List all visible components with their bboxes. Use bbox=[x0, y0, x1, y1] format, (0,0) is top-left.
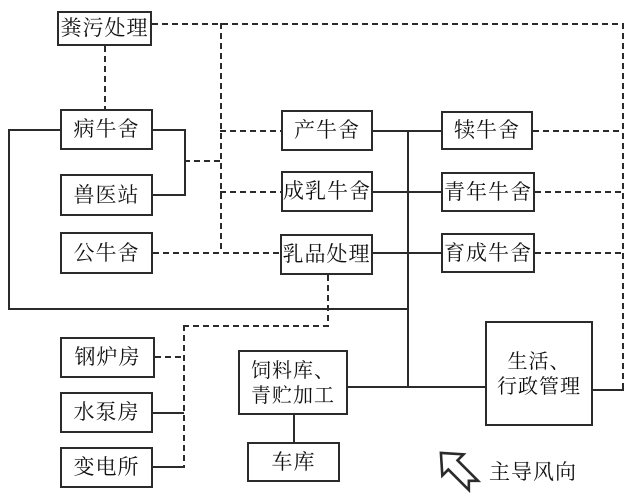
dashed-connector-young-right bbox=[535, 191, 622, 193]
node-label: 兽医站 bbox=[73, 182, 140, 207]
node-water-pump-room bbox=[60, 392, 153, 433]
solid-connector-substation-right bbox=[153, 466, 184, 468]
solid-connector-center-spine bbox=[407, 130, 409, 388]
node-label: 产牛舍 bbox=[294, 118, 360, 143]
solid-connector-vet-right bbox=[153, 194, 184, 196]
node-rearing-cattle-barn bbox=[441, 233, 535, 273]
node-boiler-room bbox=[60, 337, 155, 378]
node-label: 车库 bbox=[271, 449, 316, 474]
dashed-connector-to-milking bbox=[220, 191, 281, 193]
solid-connector-sickbarn-left bbox=[8, 129, 60, 131]
dashed-connector-utility-drop bbox=[183, 325, 185, 468]
dashed-connector-mid-drop bbox=[220, 23, 222, 253]
node-veterinary-station bbox=[60, 174, 153, 216]
node-label-line2: 行政管理 bbox=[497, 373, 581, 398]
node-label: 病牛舍 bbox=[73, 117, 140, 142]
dashed-connector-right-drop bbox=[622, 23, 624, 391]
solid-connector-sickbarn-right bbox=[153, 129, 184, 131]
node-label: 犊牛舍 bbox=[454, 118, 520, 143]
node-label: 粪污处理 bbox=[60, 16, 149, 41]
dashed-connector-boiler-right bbox=[155, 356, 183, 358]
node-label-line1: 生活、 bbox=[507, 348, 571, 373]
solid-connector-left-drop bbox=[8, 129, 10, 310]
dashed-connector-rearing-right bbox=[535, 252, 622, 254]
dashed-connector-bull-dairy bbox=[153, 252, 280, 254]
node-garage bbox=[247, 442, 340, 482]
solid-connector-pump-right bbox=[153, 412, 184, 414]
node-milking-cow-barn bbox=[281, 171, 373, 212]
solid-connector-bracket bbox=[184, 129, 186, 196]
dashed-connector-bracket-mid bbox=[184, 160, 220, 162]
wind-direction-arrow-icon bbox=[428, 441, 492, 500]
dashed-connector-utility-top bbox=[183, 325, 329, 327]
dashed-connector-top-run bbox=[152, 23, 624, 25]
dashed-connector-dairy-down bbox=[327, 275, 329, 326]
node-label: 公牛舍 bbox=[73, 240, 140, 265]
node-label: 变电所 bbox=[73, 455, 140, 480]
node-label: 钢炉房 bbox=[74, 345, 141, 370]
node-manure-treatment bbox=[57, 11, 152, 46]
node-calf-barn bbox=[441, 111, 533, 150]
node-substation bbox=[60, 447, 153, 488]
node-label-line1: 饲料库、 bbox=[251, 357, 335, 382]
node-young-cattle-barn bbox=[441, 172, 535, 212]
node-bull-barn bbox=[60, 232, 153, 274]
solid-connector-bottom-run bbox=[8, 308, 409, 310]
dashed-connector-calf-right bbox=[533, 130, 622, 132]
solid-connector-admin-right bbox=[593, 389, 624, 391]
dashed-connector-manure-sickbarn bbox=[104, 46, 106, 109]
node-sick-cattle-barn bbox=[60, 109, 153, 150]
node-living-admin bbox=[485, 321, 593, 426]
dashed-connector-to-calving bbox=[220, 130, 281, 132]
node-label: 育成牛舍 bbox=[444, 240, 532, 265]
wind-direction-label: 主导风向 bbox=[489, 460, 577, 484]
solid-connector-feed-admin bbox=[348, 386, 485, 388]
node-label-line2: 青贮加工 bbox=[251, 382, 335, 407]
node-label: 成乳牛舍 bbox=[283, 179, 371, 204]
node-feed-store-silage bbox=[238, 350, 348, 415]
node-label: 水泵房 bbox=[73, 400, 140, 425]
node-calving-barn bbox=[281, 110, 373, 151]
node-dairy-processing bbox=[280, 234, 373, 275]
solid-connector-feed-garage bbox=[293, 415, 295, 442]
node-label: 乳品处理 bbox=[282, 242, 371, 267]
node-label: 青年牛舍 bbox=[444, 179, 532, 204]
